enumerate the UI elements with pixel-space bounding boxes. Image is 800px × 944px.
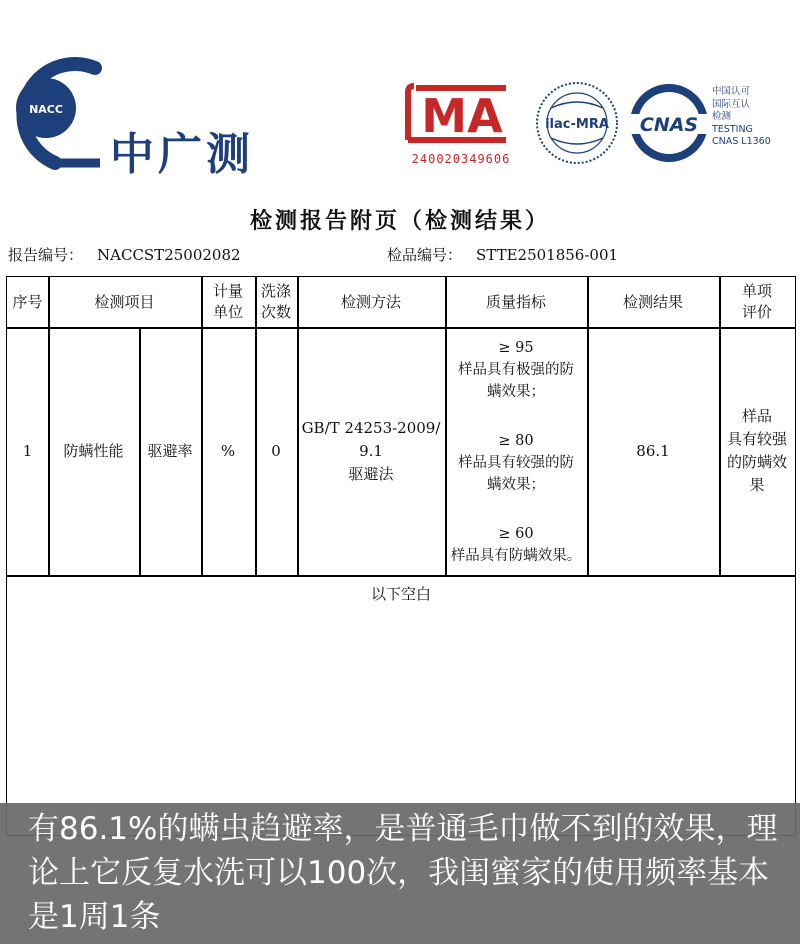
- result-table: [6, 276, 796, 836]
- quality-threshold: ≥ 95: [498, 340, 534, 356]
- quality-criterion: [458, 430, 574, 496]
- eval-line: 的防螨效: [726, 453, 787, 471]
- row-rule: [7, 575, 795, 577]
- nacc-badge-text: NACC: [29, 103, 63, 116]
- eval-line: 果: [749, 476, 765, 494]
- row-unit: %: [220, 441, 236, 460]
- header-unit: [201, 277, 255, 327]
- quality-criterion: [458, 337, 574, 403]
- sample-number-label: 检品编号：: [387, 246, 463, 264]
- method-line2: 9.1: [359, 441, 383, 460]
- method-line1: GB/T 24253-2009/: [301, 418, 441, 437]
- quality-threshold: ≥ 80: [498, 433, 534, 449]
- row-evaluation: [719, 327, 795, 575]
- header-wash-line1: 洗涤: [260, 282, 291, 300]
- row-quality: [445, 327, 587, 575]
- row-seq: 1: [22, 441, 33, 460]
- header-eval-line2: 评价: [741, 303, 772, 321]
- quality-criterion: [451, 523, 582, 567]
- row-result: 86.1: [636, 441, 670, 460]
- row-item: 防螨性能: [63, 441, 124, 460]
- quality-text-line1: 样品具有极强的防: [458, 362, 574, 378]
- header-eval-line1: 单项: [741, 282, 772, 300]
- row-sub-item: 驱避率: [147, 441, 193, 460]
- blank-below-note: 以下空白: [370, 585, 431, 603]
- row-wash-count: 0: [271, 441, 281, 460]
- quality-text-line2: 螨效果；: [487, 384, 545, 400]
- report-number-label: 报告编号：: [8, 246, 84, 264]
- ma-mark-text: MA: [421, 89, 503, 143]
- quality-text-line1: 样品具有防螨效果。: [450, 548, 582, 564]
- header-result: 检测结果: [622, 292, 683, 311]
- header-wash: [255, 277, 297, 327]
- header-unit-line2: 单位: [212, 303, 243, 321]
- eval-line: 样品: [741, 407, 772, 425]
- header-method: 检测方法: [340, 292, 401, 311]
- report-number-row: [8, 244, 241, 265]
- caption-overlay: 有86.1%的螨虫趋避率，是普通毛巾做不到的效果，理论上它反复水洗可以100次，我闺蜜家的使用频率基本是1周1条: [0, 803, 800, 944]
- quality-text-line2: 螨效果；: [487, 477, 545, 493]
- quality-text-line1: 样品具有较强的防: [458, 455, 574, 471]
- method-line3: 驱避法: [348, 464, 394, 483]
- header-item: 检测项目: [94, 292, 155, 311]
- header-seq: 序号: [12, 292, 43, 311]
- sample-number: STTE2501856-001: [476, 246, 619, 264]
- report-number: NACCST25002082: [97, 246, 241, 264]
- header-quality: 质量指标: [485, 292, 546, 311]
- ilac-mark-text: ilac-MRA: [545, 117, 609, 132]
- header-unit-line1: 计量: [212, 282, 243, 300]
- quality-threshold: ≥ 60: [498, 526, 534, 542]
- report-title: 检测报告附页（检测结果）: [249, 209, 550, 234]
- ma-certificate-number: 240020349606: [411, 152, 511, 166]
- cnas-mark-text: CNAS: [639, 114, 699, 136]
- header-wash-line2: 次数: [260, 303, 291, 321]
- row-method: [297, 327, 445, 575]
- eval-line: 具有较强: [726, 430, 787, 448]
- sample-number-row: [387, 244, 618, 265]
- header-evaluation: [719, 277, 795, 327]
- cnas-accreditation-text: 中国认可 国际互认 检测 TESTING CNAS L1360: [712, 86, 771, 147]
- brand-name: 中广测: [110, 129, 254, 180]
- ilac-mra-logo: [533, 78, 621, 168]
- cnas-logo: [628, 82, 710, 164]
